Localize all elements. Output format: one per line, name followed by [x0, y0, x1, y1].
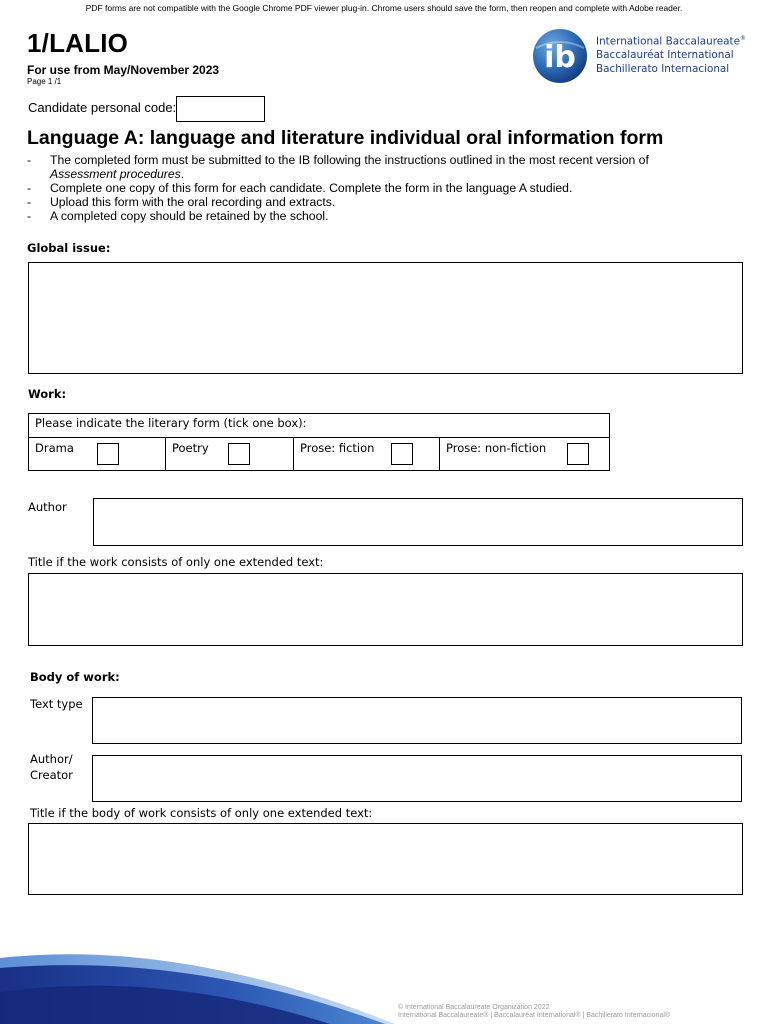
literary-form-option-poetry: Poetry [166, 438, 294, 471]
instruction-item: - Complete one copy of this form for each candidate. Complete the form in the language A studied. [27, 181, 573, 195]
ib-globe-icon [530, 26, 590, 86]
work-author-field[interactable] [93, 498, 743, 546]
literary-form-option-prose-non-fiction: Prose: non-fiction [440, 438, 609, 471]
form-title: Language A: language and literature individual oral information form [27, 127, 664, 149]
global-issue-field[interactable] [28, 262, 743, 374]
body-of-work-label: Body of work: [30, 670, 120, 684]
work-title-field[interactable] [28, 573, 743, 646]
literary-form-table [28, 413, 610, 471]
logo-line-french: Baccalauréat International [596, 49, 734, 62]
author-creator-field[interactable] [92, 755, 742, 802]
literary-form-option-drama: Drama [29, 438, 166, 471]
footer-copyright: © International Baccalaureate Organization 2022 International Baccalaureate® | Baccalauréat International® | Bachillerato Internacional® [398, 1004, 671, 1019]
global-issue-label: Global issue: [27, 241, 111, 255]
literary-form-prompt: Please indicate the literary form (tick one box): [29, 414, 609, 438]
poetry-checkbox[interactable] [228, 443, 250, 465]
logo-line-english: International Baccalaureate [596, 35, 741, 48]
prose-non-fiction-checkbox[interactable] [567, 443, 589, 465]
registered-mark: ® [740, 35, 747, 42]
prose-fiction-checkbox[interactable] [391, 443, 413, 465]
instruction-item: - A completed copy should be retained by the school. [27, 209, 329, 223]
instruction-item: - Upload this form with the oral recording and extracts. [27, 195, 336, 209]
author-creator-label: Author/ Creator [30, 752, 73, 782]
page-number: Page 1 /1 [27, 77, 62, 86]
candidate-code-label: Candidate personal code: [28, 100, 177, 115]
text-type-label: Text type [30, 697, 83, 711]
instructions-list [27, 153, 727, 223]
text-type-field[interactable] [92, 697, 742, 744]
logo-line-spanish: Bachillerato Internacional [596, 63, 730, 76]
body-title-field[interactable] [28, 823, 743, 895]
work-label: Work: [28, 387, 67, 401]
logo-mark: ib [544, 40, 576, 75]
ib-logo [530, 26, 745, 86]
body-title-label: Title if the body of work consists of only one extended text: [30, 806, 373, 820]
work-title-label: Title if the work consists of only one extended text: [28, 555, 324, 569]
pdf-compatibility-notice: PDF forms are not compatible with the Google Chrome PDF viewer plug-in. Chrome users should save the form, then reopen and complete with Adobe reader. [85, 3, 683, 13]
session-note: For use from May/November 2023 [27, 63, 220, 77]
work-author-label: Author [28, 500, 67, 514]
candidate-code-field[interactable] [176, 96, 265, 122]
instruction-item: - The completed form must be submitted to the IB following the instructions outlined in the most recent version of Assessment procedures. [27, 153, 649, 181]
form-code: 1/LALIO [27, 28, 129, 58]
drama-checkbox[interactable] [97, 443, 119, 465]
literary-form-option-prose-fiction: Prose: fiction [294, 438, 440, 471]
